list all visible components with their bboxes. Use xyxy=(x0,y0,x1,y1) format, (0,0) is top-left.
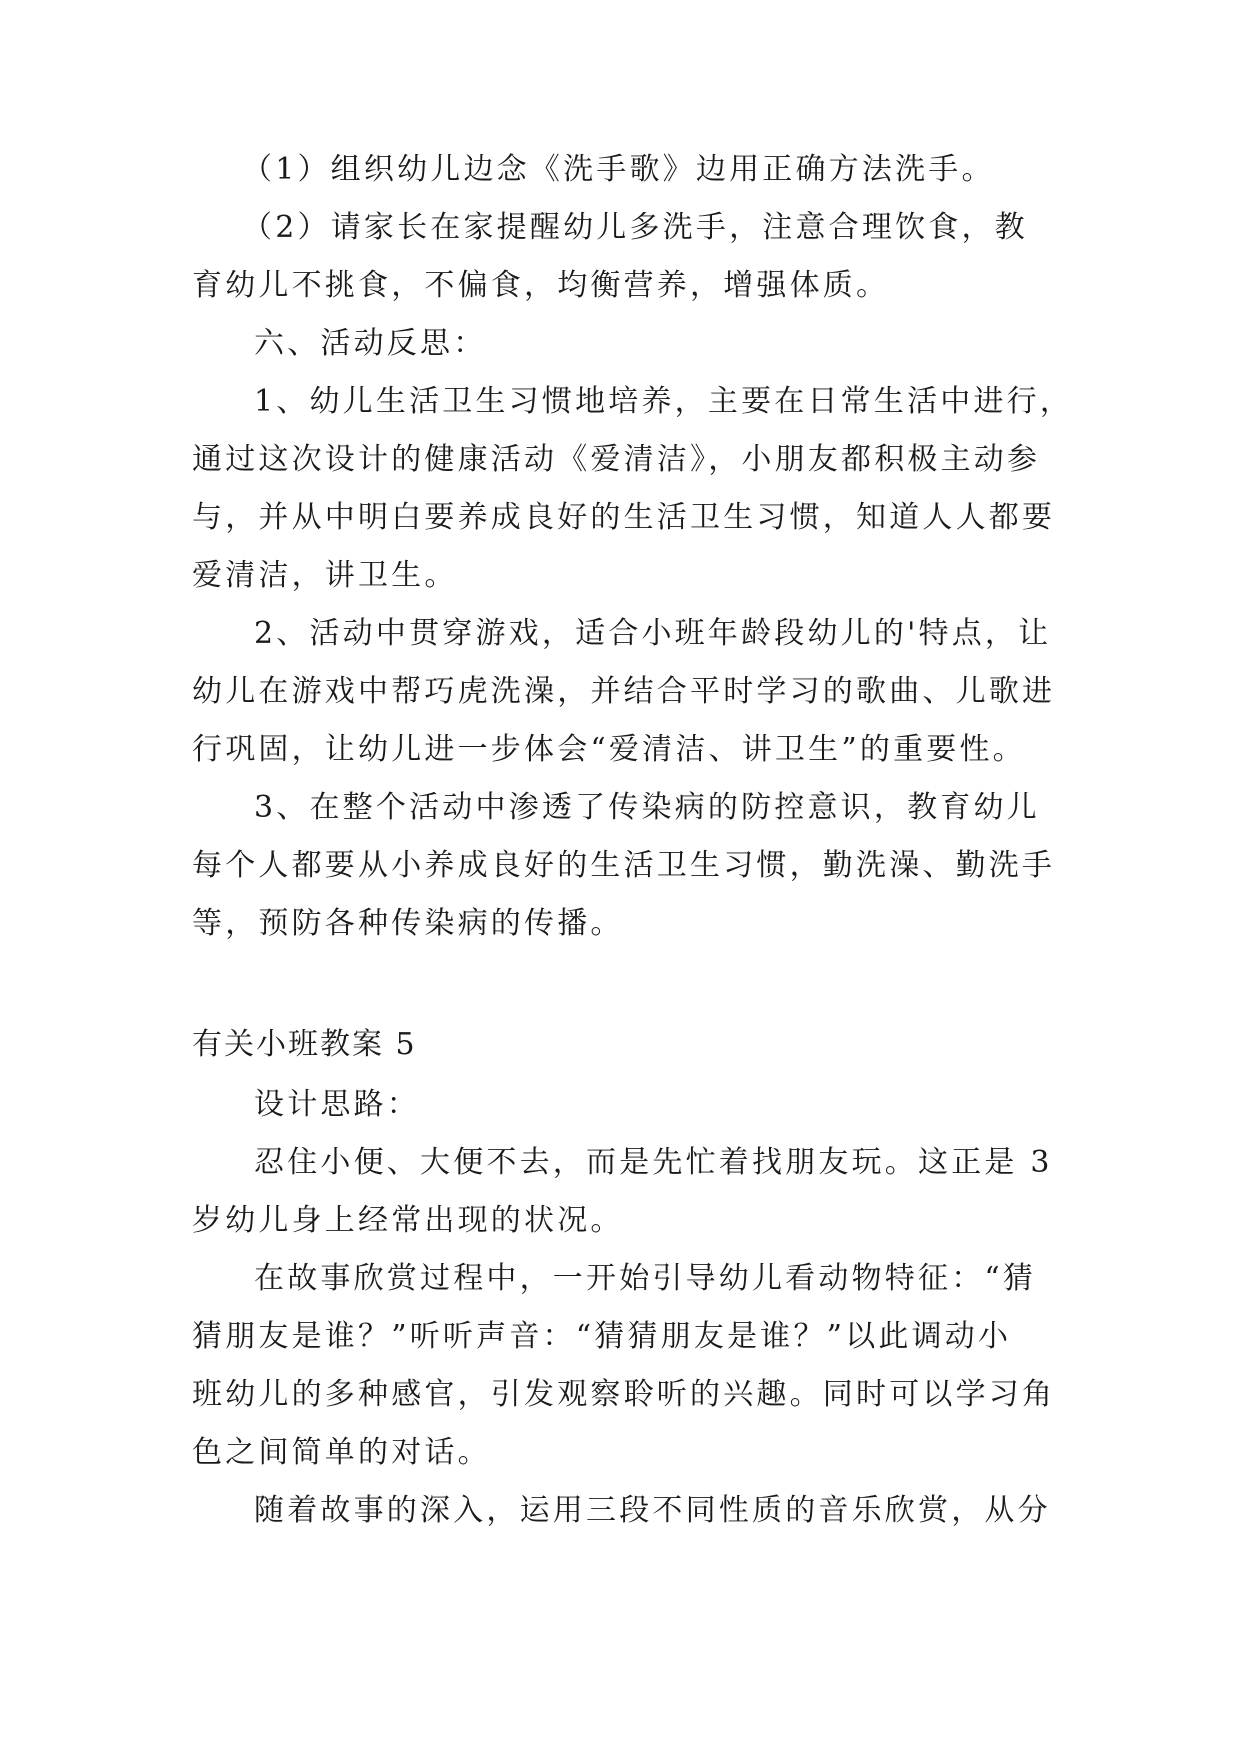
text-line: 班幼儿的多种感官，引发观察聆听的兴趣。同时可以学习角 xyxy=(192,1377,1056,1412)
text-line: 行巩固，让幼儿进一步体会“爱清洁、讲卫生”的重要性。 xyxy=(192,732,1026,767)
section-title: 有关小班教案 5 xyxy=(192,1027,417,1062)
text-line: （1）组织幼儿边念《洗手歌》边用正确方法洗手。 xyxy=(242,152,995,187)
text-line: 1、幼儿生活卫生习惯地培养，主要在日常生活中进行， xyxy=(254,384,1074,419)
text-line: 猜朋友是谁？”听听声音：“猜猜朋友是谁？”以此调动小 xyxy=(192,1319,1012,1354)
text-line: 通过这次设计的健康活动《爱清洁》，小朋友都积极主动参 xyxy=(192,442,1041,477)
text-line: 在故事欣赏过程中，一开始引导幼儿看动物特征：“猜 xyxy=(254,1261,1037,1296)
text-line: 等，预防各种传染病的传播。 xyxy=(192,906,624,941)
text-line: 岁幼儿身上经常出现的状况。 xyxy=(192,1203,624,1238)
text-line: 3、在整个活动中渗透了传染病的防控意识，教育幼儿 xyxy=(254,790,1040,825)
text-line: 每个人都要从小养成良好的生活卫生习惯，勤洗澡、勤洗手 xyxy=(192,848,1056,883)
text-line: 忍住小便、大便不去，而是先忙着找朋友玩。这正是 3 xyxy=(254,1145,1053,1180)
text-line: 爱清洁，讲卫生。 xyxy=(192,558,458,593)
text-line: 育幼儿不挑食，不偏食，均衡营养，增强体质。 xyxy=(192,268,890,303)
text-line: （2）请家长在家提醒幼儿多洗手，注意合理饮食，教 xyxy=(242,210,1028,245)
text-line: 色之间简单的对话。 xyxy=(192,1435,491,1470)
text-line: 2、活动中贯穿游戏，适合小班年龄段幼儿的'特点，让 xyxy=(254,616,1052,651)
text-line: 设计思路： xyxy=(254,1087,420,1122)
text-line: 随着故事的深入，运用三段不同性质的音乐欣赏，从分 xyxy=(254,1493,1051,1528)
section-heading: 六、活动反思： xyxy=(254,326,487,361)
text-line: 与，并从中明白要养成良好的生活卫生习惯，知道人人都要 xyxy=(192,500,1056,535)
text-line: 幼儿在游戏中帮巧虎洗澡，并结合平时学习的歌曲、儿歌进 xyxy=(192,674,1056,709)
